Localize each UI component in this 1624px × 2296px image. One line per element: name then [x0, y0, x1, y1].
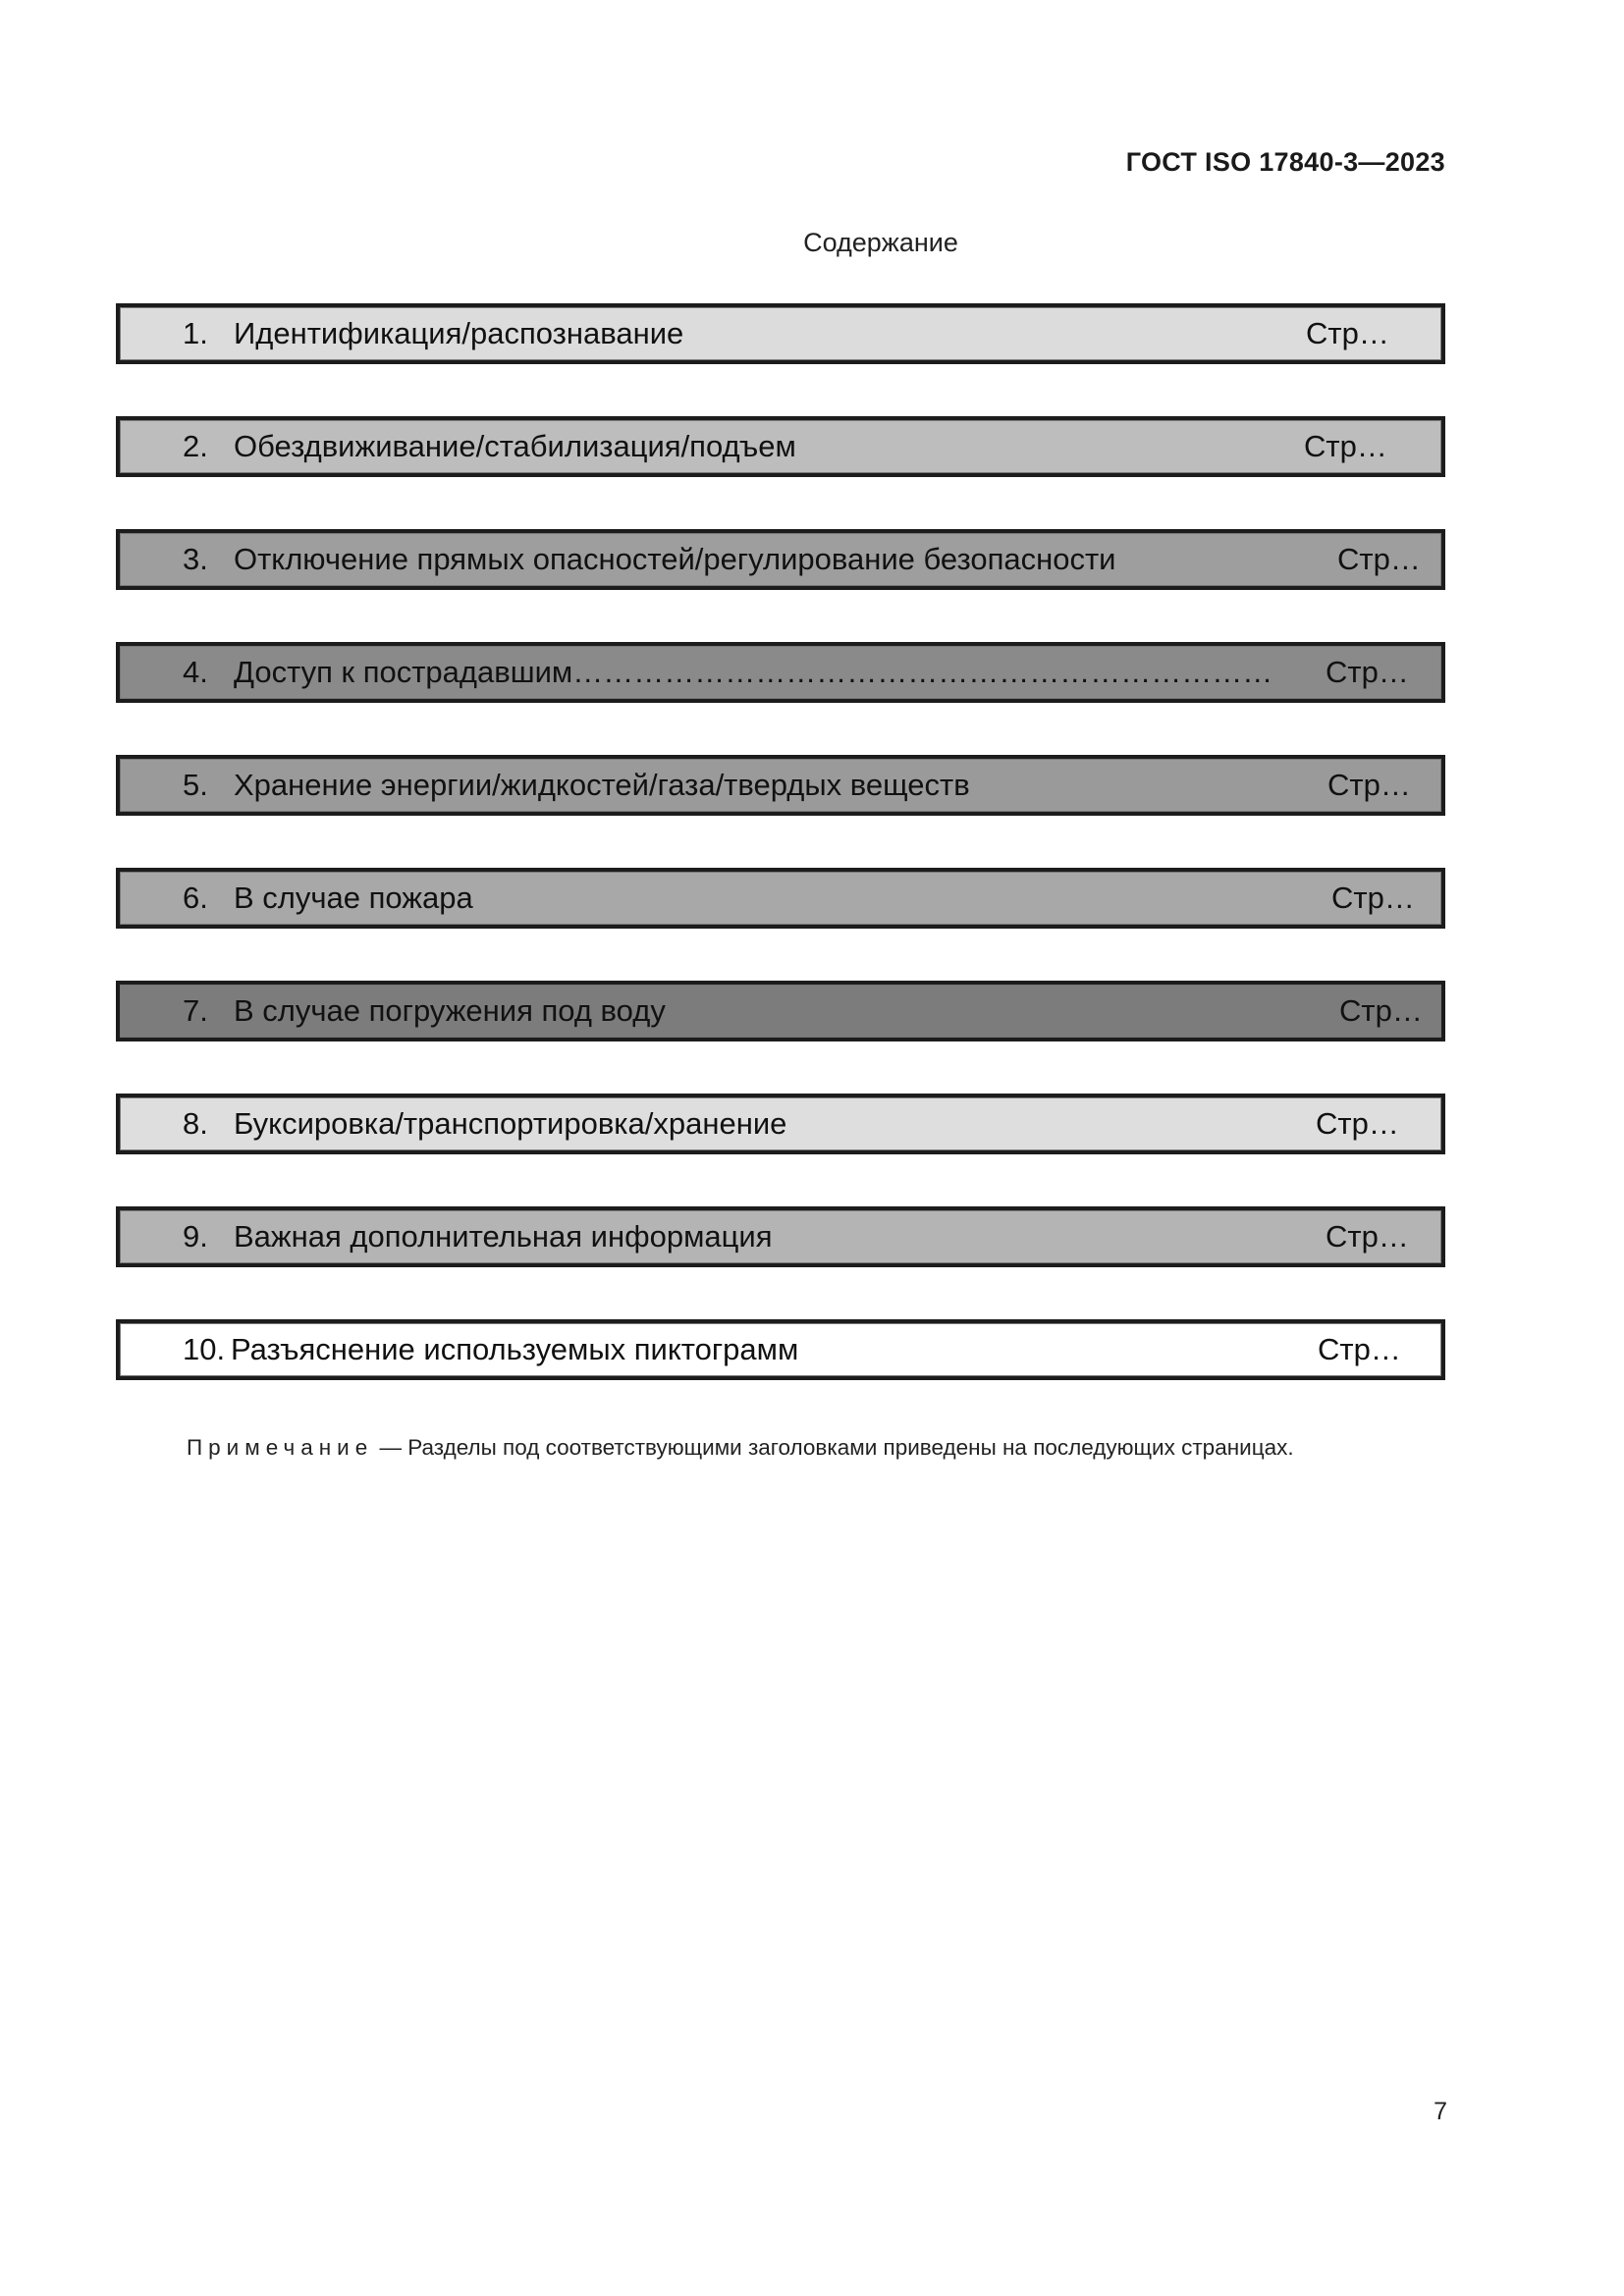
toc-item-10[interactable] — [116, 1319, 1445, 1380]
toc-item-page: Стр… — [1327, 768, 1411, 802]
toc-item-7[interactable] — [116, 981, 1445, 1041]
toc-item-page: Стр… — [1331, 881, 1415, 915]
toc-item-number: 4. — [183, 655, 208, 689]
note-text: — Разделы под соответствующими заголовками приведены на последующих страницах. — [373, 1435, 1294, 1460]
toc-item-4[interactable] — [116, 642, 1445, 703]
toc-item-label: Идентификация/распознавание — [234, 316, 684, 350]
toc-item-3[interactable] — [116, 529, 1445, 590]
toc-item-label: Обездвиживание/стабилизация/подъем — [234, 429, 796, 463]
toc-item-label: Доступ к пострадавшим…………………………………………………………… — [234, 655, 1273, 689]
toc-item-label: В случае пожара — [234, 881, 473, 915]
toc-item-label: Разъяснение используемых пиктограмм — [231, 1332, 799, 1366]
document-header: ГОСТ ISO 17840-3—2023 — [1125, 147, 1445, 177]
toc-item-page: Стр… — [1339, 993, 1423, 1028]
toc-item-label: Хранение энергии/жидкостей/газа/твердых веществ — [234, 768, 970, 802]
toc-item-5[interactable] — [116, 755, 1445, 816]
contents-title-text: Содержание — [803, 228, 958, 257]
toc-item-page: Стр… — [1318, 1332, 1401, 1366]
toc-item-page: Стр… — [1337, 542, 1421, 576]
page-number: 7 — [1434, 2098, 1447, 2125]
toc-item-number: 7. — [183, 993, 208, 1028]
toc-item-number: 10. — [183, 1332, 226, 1366]
toc-item-page: Стр… — [1316, 1106, 1399, 1141]
toc-item-9[interactable] — [116, 1206, 1445, 1267]
footnote — [187, 1435, 1294, 1461]
toc-item-number: 3. — [183, 542, 208, 576]
toc-item-1[interactable] — [116, 303, 1445, 364]
toc-item-label: В случае погружения под воду — [234, 993, 666, 1028]
toc-item-2[interactable] — [116, 416, 1445, 477]
toc-item-page: Стр… — [1306, 316, 1389, 350]
toc-item-label: Важная дополнительная информация — [234, 1219, 773, 1254]
toc-item-number: 8. — [183, 1106, 208, 1141]
toc-item-label: Отключение прямых опасностей/регулирование безопасности — [234, 542, 1116, 576]
toc-item-6[interactable] — [116, 868, 1445, 929]
toc-item-page: Стр… — [1326, 1219, 1409, 1254]
toc-item-number: 1. — [183, 316, 208, 350]
table-of-contents — [116, 303, 1445, 1432]
toc-item-label: Буксировка/транспортировка/хранение — [234, 1106, 787, 1141]
toc-item-number: 9. — [183, 1219, 208, 1254]
toc-item-number: 6. — [183, 881, 208, 915]
toc-item-number: 5. — [183, 768, 208, 802]
toc-item-page: Стр… — [1304, 429, 1387, 463]
toc-item-number: 2. — [183, 429, 208, 463]
toc-item-page: Стр… — [1326, 655, 1409, 689]
note-prefix: Примечание — [187, 1435, 374, 1460]
contents-title — [0, 228, 1624, 258]
toc-item-8[interactable] — [116, 1094, 1445, 1154]
